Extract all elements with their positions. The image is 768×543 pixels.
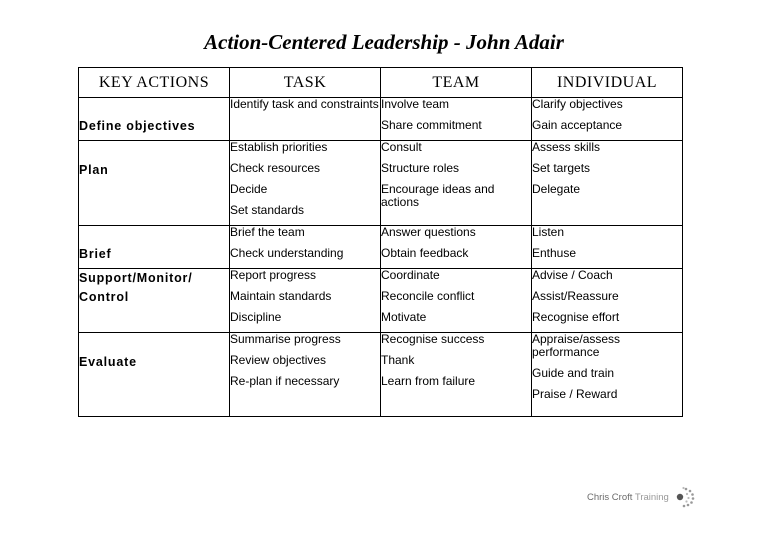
list-item: Recognise success [381,332,485,346]
list-item: Structure roles [381,161,460,175]
list-item: Set targets [532,161,591,175]
list-item: Assist/Reassure [532,289,619,303]
list-item: Praise / Reward [532,387,618,401]
list-item: Thank [381,353,415,367]
table-row [79,226,683,269]
list-item: Gain acceptance [532,118,623,132]
brand-logo [587,485,697,509]
brand-name-suffix: Training [634,491,669,503]
list-item: Learn from failure [381,374,476,388]
action-cell [79,333,230,417]
list-item: Motivate [381,310,427,324]
team-cell [381,141,532,226]
list-item: Involve team [381,97,450,111]
header-key-actions: KEY ACTIONS [79,68,230,98]
task-cell [230,226,381,269]
action-cell [79,98,230,141]
dotted-circle-logo-icon [673,485,697,509]
list-item: Identify task and constraints [230,97,379,111]
list-item: Brief the team [230,225,305,239]
individual-cell [532,269,683,333]
list-item: Advise / Coach [532,268,613,282]
header-team: TEAM [381,68,532,98]
team-cell [381,98,532,141]
list-item: Listen [532,225,565,239]
action-label: Define objectives [79,119,196,133]
list-item: Maintain standards [230,289,332,303]
task-cell [230,141,381,226]
action-cell [79,141,230,226]
list-item: Set standards [230,203,305,217]
list-item: Re-plan if necessary [230,374,340,388]
team-cell [381,269,532,333]
list-item: Check understanding [230,246,344,260]
table-row [79,98,683,141]
list-item: Clarify objectives [532,97,623,111]
table-row [79,333,683,417]
list-item: Appraise/assess performance [532,332,621,359]
leadership-table [78,67,683,417]
team-cell [381,226,532,269]
action-label: Plan [79,163,109,177]
list-item: Delegate [532,182,581,196]
header-individual: INDIVIDUAL [532,68,683,98]
action-label: Support/Monitor/ Control [79,271,193,304]
list-item: Enthuse [532,246,577,260]
list-item: Answer questions [381,225,476,239]
table-row [79,269,683,333]
list-item: Reconcile conflict [381,289,475,303]
list-item: Guide and train [532,366,615,380]
list-item: Encourage ideas and actions [381,182,495,209]
task-cell [230,98,381,141]
action-cell [79,269,230,333]
task-cell [230,269,381,333]
brand-name-main: Chris Croft [587,491,633,503]
action-cell [79,226,230,269]
individual-cell [532,98,683,141]
list-item: Report progress [230,268,317,282]
task-cell [230,333,381,417]
individual-cell [532,141,683,226]
list-item: Establish priorities [230,140,328,154]
list-item: Discipline [230,310,282,324]
action-label: Evaluate [79,355,137,369]
list-item: Share commitment [381,118,482,132]
team-cell [381,333,532,417]
action-label: Brief [79,247,112,261]
list-item: Decide [230,182,268,196]
list-item: Summarise progress [230,332,341,346]
list-item: Obtain feedback [381,246,469,260]
individual-cell [532,333,683,417]
page-title: Action-Centered Leadership - John Adair [204,30,564,54]
list-item: Check resources [230,161,321,175]
list-item: Coordinate [381,268,440,282]
list-item: Review objectives [230,353,327,367]
brand-name [587,492,669,503]
list-item: Recognise effort [532,310,620,324]
table-row [79,141,683,226]
list-item: Assess skills [532,140,601,154]
header-task: TASK [230,68,381,98]
header-row [79,68,683,98]
individual-cell [532,226,683,269]
list-item: Consult [381,140,422,154]
